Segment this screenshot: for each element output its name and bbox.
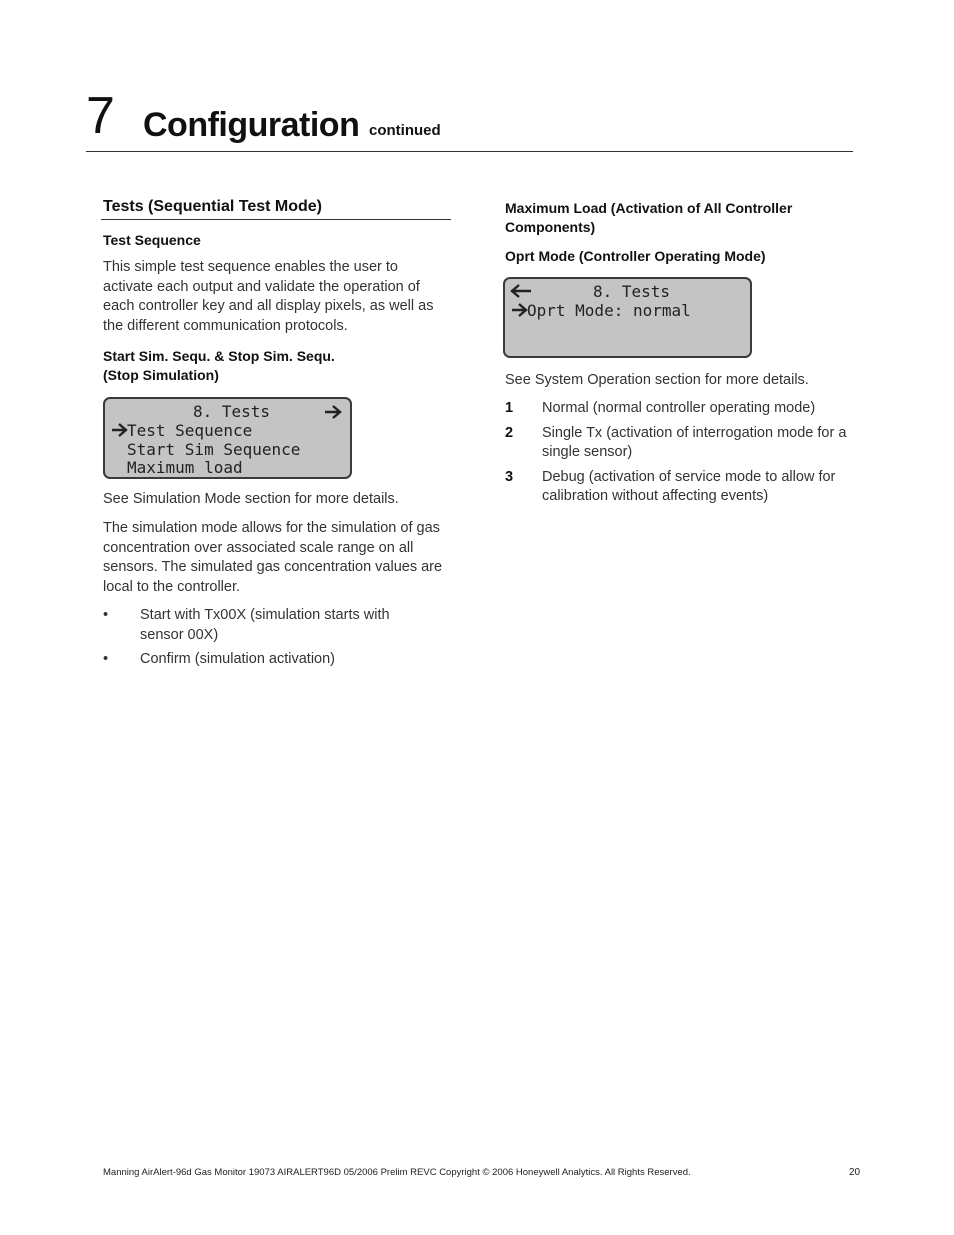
item-number: 1 [505, 400, 514, 416]
bullet-text: Start with Tx00X (simulation starts with sensor 00X) [140, 607, 390, 643]
oprt-mode-heading: Oprt Mode (Controller Operating Mode) [505, 248, 766, 264]
item-text: Single Tx (activation of interrogation mode for a single sensor) [542, 424, 847, 461]
test-sequence-heading: Test Sequence [103, 232, 201, 248]
arrow-left-icon [510, 284, 532, 298]
lcd-display-oprt-mode [503, 277, 752, 358]
lcd-display-tests-menu [103, 397, 352, 479]
lcd-line-title: 8. Tests [193, 402, 271, 421]
lcd-line-max-load: Maximum load [127, 458, 243, 477]
see-sys-text: See System Operation section for more details. [505, 372, 809, 388]
list-item [103, 606, 423, 645]
test-sequence-text: This simple test sequence enables the user to activate each output and validate the operation of each controller key and all display pixels, as well as the different communication protocols. [103, 259, 434, 334]
footer-copyright: Manning AirAlert-96d Gas Monitor 19073 AIRALERT96D 05/2006 Prelim REVC Copyright © 2006 Honeywell Analytics. All Rights Reserved. [103, 1167, 691, 1178]
item-number: 3 [505, 468, 514, 485]
section-divider [101, 219, 451, 220]
list-item [103, 650, 423, 670]
item-text: Normal (normal controller operating mode) [542, 400, 816, 416]
cursor-arrow-icon [111, 423, 128, 437]
cursor-arrow-icon [511, 303, 528, 317]
see-sim-text: See Simulation Mode section for more details. [103, 491, 399, 507]
oprt-mode-list [505, 399, 850, 507]
bullet-mark: • [103, 651, 109, 668]
start-sim-heading [103, 347, 448, 385]
list-item [505, 468, 850, 507]
lcd-line-title: 8. Tests [593, 282, 671, 301]
start-sim-heading-line1: Start Sim. Sequ. & Stop Sim. Sequ. [103, 348, 335, 364]
item-number: 2 [505, 424, 514, 441]
bullet-text: Confirm (simulation activation) [140, 651, 336, 668]
item-text: Debug (activation of service mode to allow for calibration without affecting events) [542, 468, 836, 505]
start-sim-heading-line2: (Stop Simulation) [103, 367, 219, 383]
lcd-line-start-sim: Start Sim Sequence [127, 440, 301, 459]
chapter-subtitle: continued [369, 122, 441, 139]
lcd-line-test-sequence: Test Sequence [127, 421, 253, 440]
arrow-right-icon [324, 405, 342, 419]
bullet-mark: • [103, 607, 109, 623]
header-divider [86, 151, 853, 152]
sim-mode-text: The simulation mode allows for the simulation of gas concentration over associated scale range on all sensors. The simulated gas concentration values are local to the controller. [103, 520, 443, 595]
sim-bullet-list [103, 606, 423, 670]
lcd-line-oprt-mode: Oprt Mode: normal [527, 301, 691, 320]
list-item [505, 399, 850, 419]
max-load-heading: Maximum Load (Activation of All Controller Components) [505, 200, 793, 235]
list-item [505, 424, 850, 463]
chapter-number: 7 [86, 87, 115, 145]
chapter-title: Configuration [143, 106, 360, 144]
section-title: Tests (Sequential Test Mode) [103, 198, 322, 215]
page-number: 20 [849, 1167, 861, 1178]
